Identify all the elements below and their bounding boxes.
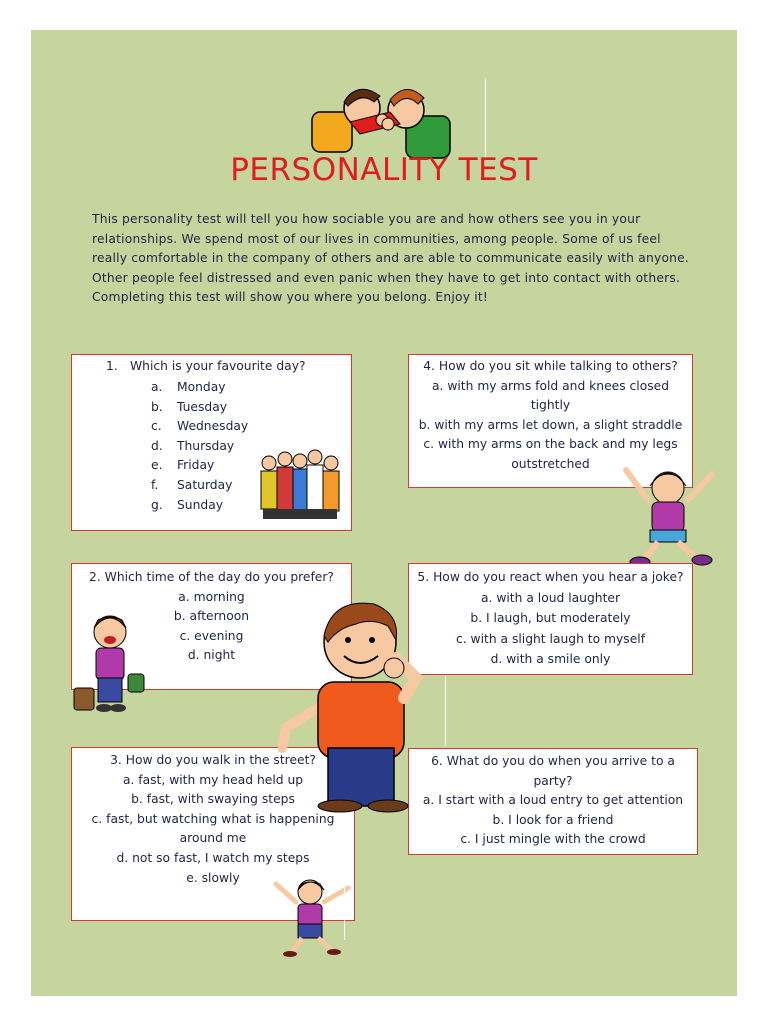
jumping-girl-illustration: [268, 872, 354, 958]
option-text: around me: [179, 831, 247, 846]
option-text: Thursday: [177, 438, 235, 453]
option-text: c. I just mingle with the crowd: [460, 832, 646, 847]
option-row: [151, 437, 248, 457]
question-4-text: 4. How do you sit while talking to others?: [423, 359, 678, 373]
option-text: a. fast, with my head held up: [122, 772, 304, 787]
option-text: d. with a smile only: [490, 652, 611, 666]
question-1-text: Which is your favourite day?: [130, 359, 306, 373]
option-text: d. night: [187, 648, 236, 663]
option-text: e. slowly: [186, 870, 240, 885]
option-label: e.: [151, 458, 163, 473]
question-6-text-cont: party?: [533, 773, 573, 788]
option-text: a. morning: [178, 589, 245, 604]
smiling-boy-illustration: [278, 598, 448, 813]
option-text: Saturday: [177, 477, 233, 492]
option-text: outstretched: [511, 456, 590, 471]
option-text: b. afternoon: [173, 609, 250, 624]
option-text: Wednesday: [177, 419, 249, 434]
option-label: b.: [151, 399, 163, 414]
option-label: f.: [151, 477, 159, 492]
option-text: c. with a slight laugh to myself: [455, 631, 646, 646]
question-6-text: 6. What do you do when you arrive to a: [431, 754, 675, 768]
question-1-options: [151, 378, 248, 515]
arguing-boys-illustration: [310, 82, 470, 162]
option-text: b. with my arms let down, a slight straddle: [418, 417, 683, 432]
question-box-6: [408, 748, 698, 855]
option-text: c. evening: [179, 628, 244, 643]
divider-line: [485, 78, 486, 160]
option-text: tightly: [530, 398, 571, 413]
crying-girl-illustration: [68, 604, 152, 724]
cheering-girl-illustration: [618, 460, 722, 570]
option-text: Sunday: [177, 497, 224, 512]
option-label: d.: [151, 438, 163, 453]
option-label: a.: [151, 380, 163, 394]
group-of-people-illustration: [257, 441, 343, 525]
option-text: a. with my arms fold and knees closed: [431, 378, 670, 393]
divider-line: [344, 862, 345, 940]
option-text: c. with my arms on the back and my legs: [423, 437, 678, 452]
option-text: b. I laugh, but moderately: [470, 611, 631, 625]
option-text: Tuesday: [177, 399, 228, 414]
question-1: [106, 357, 306, 377]
question-3-text: 3. How do you walk in the street?: [110, 753, 316, 767]
page-title: PERSONALITY TEST: [230, 152, 538, 188]
option-text: a. I start with a loud entry to get attention: [422, 793, 684, 808]
option-row: [151, 417, 248, 437]
option-row: [151, 398, 248, 418]
option-row: [151, 476, 248, 496]
option-label: c.: [151, 419, 162, 434]
option-label: g.: [151, 497, 163, 512]
intro-paragraph: This personality test will tell you how sociable you are and how others see you in your relationships. We spend most of our lives in communities, among people. Some of us feel really comfortable in the company of others and are able to communicate easily with anyone. Other people feel distressed and even panic when they have to get into contact with others. Completing this test will show you where you belong. Enjoy it!: [92, 212, 690, 305]
option-row: [151, 378, 248, 398]
option-row: [151, 456, 248, 476]
option-text: Monday: [177, 380, 226, 394]
option-text: Friday: [177, 458, 215, 473]
option-text: c. fast, but watching what is happening: [91, 811, 335, 826]
question-box-1: [71, 354, 352, 531]
option-text: d. not so fast, I watch my steps: [116, 850, 310, 865]
question-2-text: 2. Which time of the day do you prefer?: [89, 570, 334, 584]
question-box-5: [408, 563, 693, 675]
option-text: b. fast, with swaying steps: [131, 792, 295, 807]
option-text: a. with a loud laughter: [480, 590, 621, 605]
option-row: [151, 496, 248, 516]
option-text: b. I look for a friend: [492, 812, 614, 827]
question-1-number: 1.: [106, 359, 118, 373]
question-5-text: 5. How do you react when you hear a joke?: [417, 570, 684, 584]
